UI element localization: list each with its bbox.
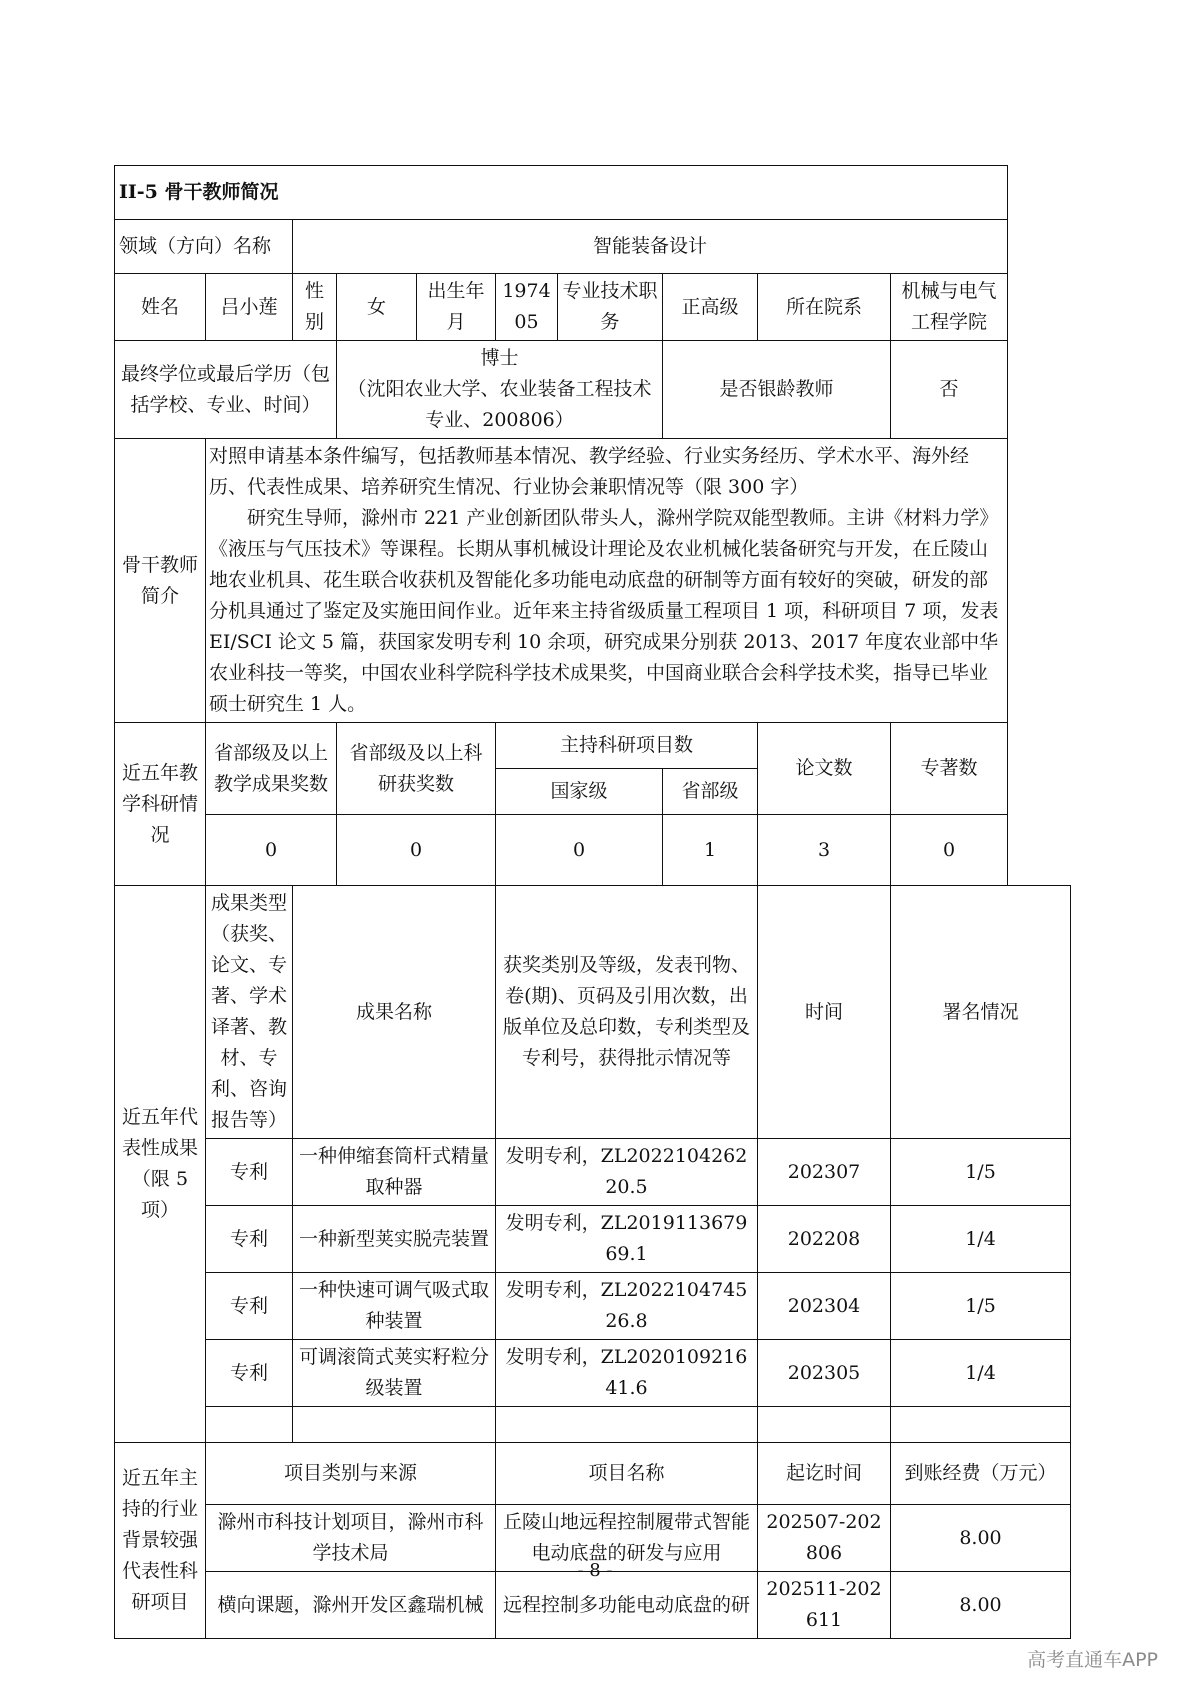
achievements-label: 近五年代表性成果（限 5 项）: [115, 886, 206, 1443]
stats-value-teaching-award: 0: [206, 815, 337, 886]
stats-header-provincial: 省部级: [663, 769, 758, 815]
achievement-sign: 1/4: [891, 1340, 1071, 1407]
stats-header-projects: 主持科研项目数: [496, 723, 758, 769]
achievement-name: 一种快速可调气吸式取种装置: [293, 1273, 496, 1340]
project-period: 202507-202806: [758, 1505, 891, 1572]
stats-value-national: 0: [496, 815, 663, 886]
stats-value-papers: 3: [758, 815, 891, 886]
field-label: 领域（方向）名称: [115, 220, 293, 274]
achievement-name: 可调滚筒式荚实籽粒分级装置: [293, 1340, 496, 1407]
projects-header-period: 起讫时间: [758, 1443, 891, 1505]
empty-cell: [758, 1407, 891, 1443]
projects-header-name: 项目名称: [496, 1443, 758, 1505]
birth-label: 出生年月: [417, 274, 496, 341]
achievement-sign: 1/4: [891, 1206, 1071, 1273]
birth-value: 197405: [496, 274, 558, 341]
empty-cell: [293, 1407, 496, 1443]
achievement-sign: 1/5: [891, 1273, 1071, 1340]
project-name: 远程控制多功能电动底盘的研: [496, 1572, 758, 1639]
watermark-text: 高考直通车APP: [1027, 1649, 1158, 1671]
silver-teacher-label: 是否银龄教师: [663, 341, 891, 439]
achievement-time: 202307: [758, 1139, 891, 1206]
table-row: [115, 1572, 1071, 1639]
achievement-type: 专利: [206, 1340, 293, 1407]
achievement-detail: 发明专利，ZL202210426220.5: [496, 1139, 758, 1206]
stats-header-papers: 论文数: [758, 723, 891, 815]
achievement-time: 202305: [758, 1340, 891, 1407]
intro-cell: [206, 439, 1008, 723]
dept-value: 机械与电气工程学院: [891, 274, 1008, 341]
empty-cell: [891, 1407, 1071, 1443]
intro-text: 研究生导师，滁州市 221 产业创新团队带头人，滁州学院双能型教师。主讲《材料力学》《液压与气压技术》等课程。长期从事机械设计理论及农业机械化装备研究与开发，在丘陵山地农业机具、花生联合收获机及智能化多功能电动底盘的研制等方面有较好的突破，研发的部分机具通过了鉴定及实施田间作业。近年来主持省级质量工程项目 1 项，科研项目 7 项，发表 EI/SCI 论文 5 篇，获国家发明专利 10 余项，研究成果分别获 2013、2017 年度农业部中华农业科技一等奖，中国农业科学院科学技术成果奖，中国商业联合会科学技术奖，指导已毕业硕士研究生 1 人。: [209, 507, 999, 715]
empty-cell: [496, 1407, 758, 1443]
achievement-name: 一种新型荚实脱壳装置: [293, 1206, 496, 1273]
teacher-profile-table: [114, 165, 1071, 1639]
projects-label: 近五年主持的行业背景较强代表性科研项目: [115, 1443, 206, 1639]
project-period: 202511-202611: [758, 1572, 891, 1639]
gender-value: 女: [337, 274, 417, 341]
title-value: 正高级: [663, 274, 758, 341]
achievement-detail: 发明专利，ZL202210474526.8: [496, 1273, 758, 1340]
stats-value-provincial: 1: [663, 815, 758, 886]
name-label: 姓名: [115, 274, 206, 341]
projects-header-source: 项目类别与来源: [206, 1443, 496, 1505]
empty-cell: [206, 1407, 293, 1443]
stats-header-national: 国家级: [496, 769, 663, 815]
degree-value: [337, 341, 663, 439]
stats-header-books: 专著数: [891, 723, 1008, 815]
projects-header-funds: 到账经费（万元）: [891, 1443, 1071, 1505]
achievement-type: 专利: [206, 1139, 293, 1206]
project-name: 丘陵山地远程控制履带式智能电动底盘的研发与应用: [496, 1505, 758, 1572]
achievements-header-name: 成果名称: [293, 886, 496, 1139]
gender-label: 性别: [293, 274, 337, 341]
name-value: 吕小莲: [206, 274, 293, 341]
stats-header-research-award: 省部级及以上科研获奖数: [337, 723, 496, 815]
achievement-type: 专利: [206, 1273, 293, 1340]
achievement-type: 专利: [206, 1206, 293, 1273]
project-source: 滁州市科技计划项目，滁州市科学技术局: [206, 1505, 496, 1572]
stats-label: 近五年教学科研情况: [115, 723, 206, 886]
dept-label: 所在院系: [758, 274, 891, 341]
intro-instruction: 对照申请基本条件编写，包括教师基本情况、教学经验、行业实务经历、学术水平、海外经历、代表性成果、培养研究生情况、行业协会兼职情况等（限 300 字）: [209, 445, 970, 498]
degree-value-line1: 博士: [480, 347, 519, 369]
empty-row: [115, 1407, 1071, 1443]
achievement-detail: 发明专利，ZL202010921641.6: [496, 1340, 758, 1407]
achievement-detail: 发明专利，ZL201911367969.1: [496, 1206, 758, 1273]
project-source: 横向课题，滁州开发区鑫瑞机械: [206, 1572, 496, 1639]
achievement-sign: 1/5: [891, 1139, 1071, 1206]
page-number: - 8 -: [577, 1560, 613, 1581]
silver-teacher-value: 否: [891, 341, 1008, 439]
achievement-time: 202304: [758, 1273, 891, 1340]
achievements-header-type: 成果类型（获奖、论文、专著、学术译著、教材、专利、咨询报告等）: [206, 886, 293, 1139]
achievements-header-detail: 获奖类别及等级，发表刊物、卷(期)、页码及引用次数，出版单位及总印数，专利类型及专利号，获得批示情况等: [496, 886, 758, 1139]
table-row: [115, 1273, 1071, 1340]
stats-value-research-award: 0: [337, 815, 496, 886]
project-funds: 8.00: [891, 1572, 1071, 1639]
degree-value-line2: （沈阳农业大学、农业装备工程技术专业、200806）: [347, 378, 652, 431]
intro-label: 骨干教师简介: [115, 439, 206, 723]
table-row: [115, 1340, 1071, 1407]
achievement-time: 202208: [758, 1206, 891, 1273]
stats-header-teaching-award: 省部级及以上教学成果奖数: [206, 723, 337, 815]
project-funds: 8.00: [891, 1505, 1071, 1572]
table-row: [115, 1139, 1071, 1206]
achievement-name: 一种伸缩套筒杆式精量取种器: [293, 1139, 496, 1206]
achievements-header-time: 时间: [758, 886, 891, 1139]
title-label: 专业技术职务: [558, 274, 663, 341]
stats-value-books: 0: [891, 815, 1008, 886]
table-row: [115, 1206, 1071, 1273]
degree-label: 最终学位或最后学历（包括学校、专业、时间）: [115, 341, 337, 439]
section-title: II-5 骨干教师简况: [115, 166, 1008, 220]
field-value: 智能装备设计: [293, 220, 1008, 274]
achievements-header-sign: 署名情况: [891, 886, 1071, 1139]
